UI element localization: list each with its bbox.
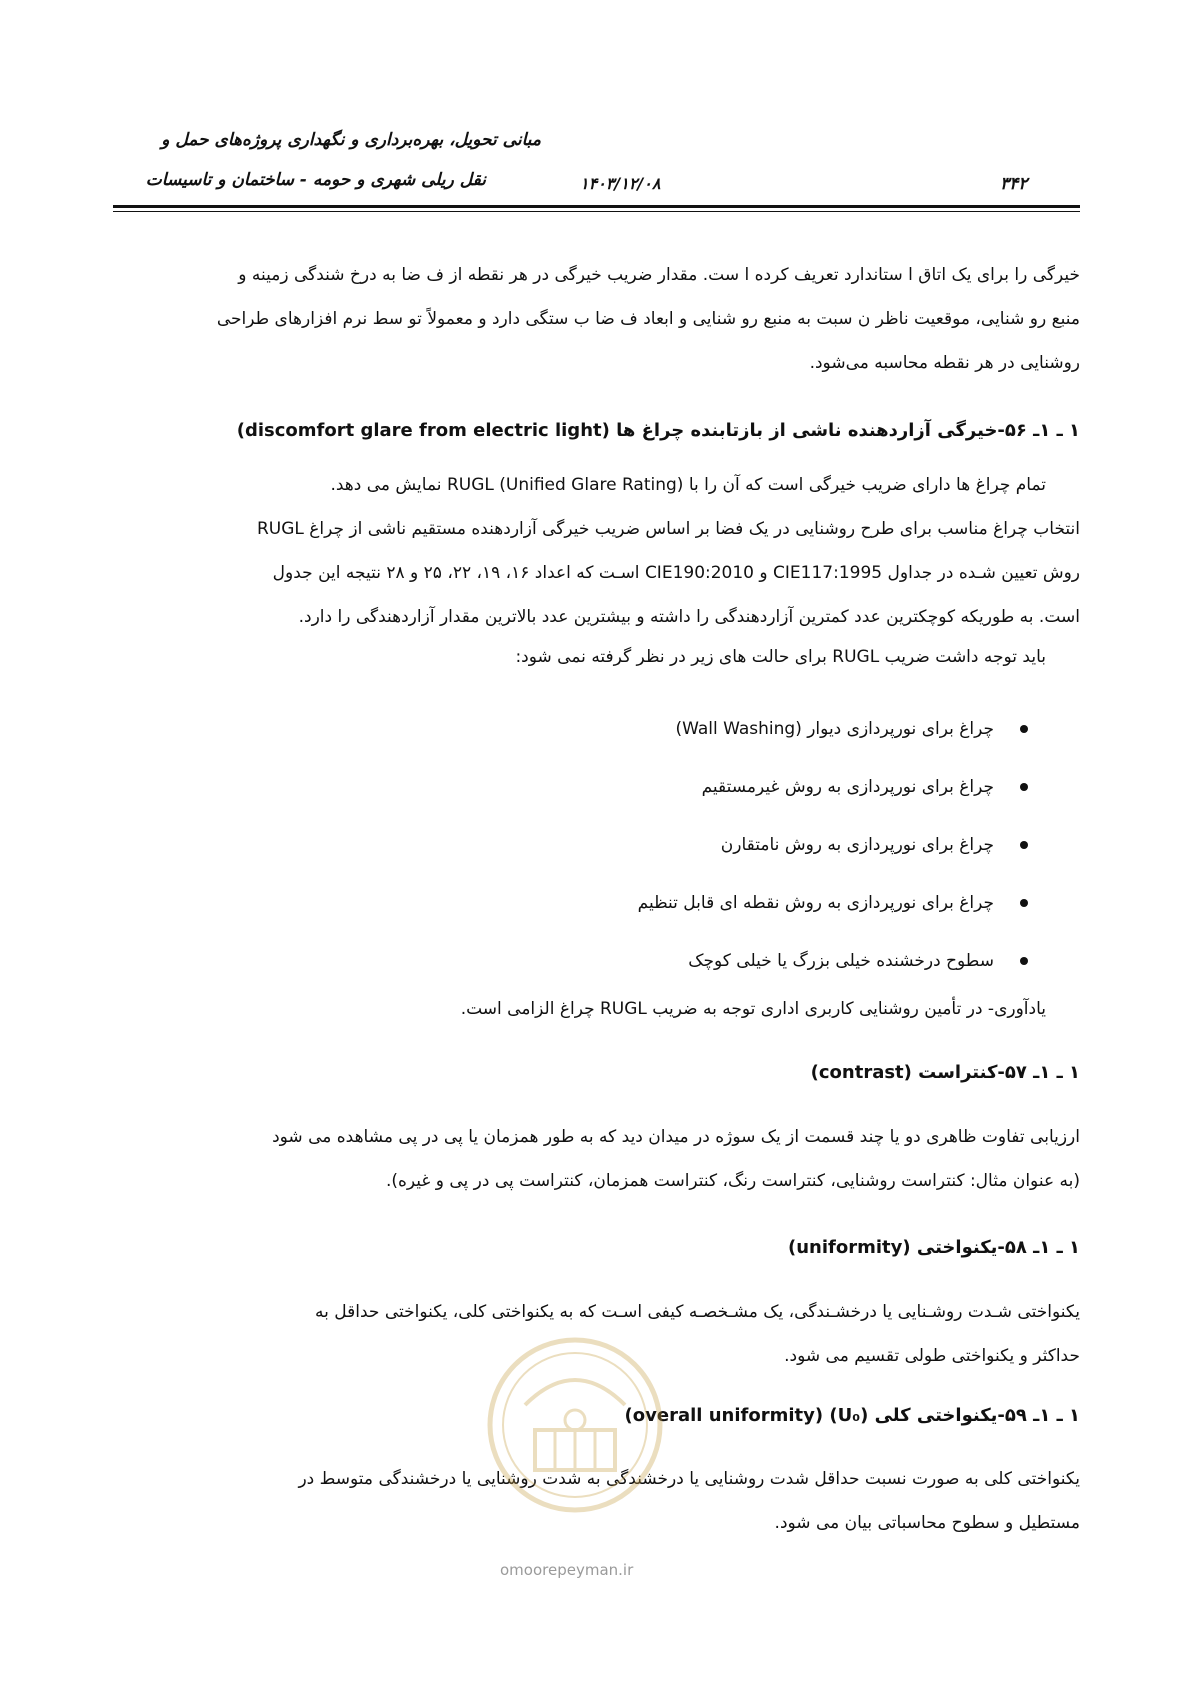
section-57-line-1: ارزیابی تفاوت ظاهری دو یا چند قسمت از یک سوژه در میدان دید که به طور همزمان یا پی در پی مشاهده می شود [272,1127,1080,1147]
section-56-p3: باید توجه داشت ضریب RUGL برای حالت های زیر در نظر گرفته نمی شود: [515,647,1046,667]
intro-line-2: منبع رو شنایی، موقعیت ناظر ن سبت به منبع رو شنایی و ابعاد ف ضا ب ستگی دارد و معمولاً تو سط نرم افزارهای طراحی [216,309,1080,329]
list-item: چراغ برای نورپردازی به روش غیرمستقیم [113,758,1028,816]
section-59-line-1: یکنواختی کلی به صورت نسبت حداقل شدت روشنایی یا درخشندگی به شدت روشنایی یا درخشندگی متوسط در [298,1469,1080,1489]
header-title-line1: مبانی تحویل، بهره‌برداری و نگهداری پروژه‌های حمل و [161,130,541,150]
section-56-p2-line2: روش تعیین شـده در جداول CIE117:1995 و CIE190:2010 اسـت که اعداد ۱۶، ۱۹، ۲۲، ۲۵ و ۲۸ نتیجه این جدول [272,563,1080,583]
bullet-icon [1020,725,1028,733]
section-56-p2-line3: است. به طوریکه کوچکترین عدد کمترین آزاردهندگی را داشته و بیشترین عدد بالاترین مقدار آزاردهندگی را دارد. [298,607,1080,627]
section-58-heading: ۱ ـ ۱ـ ۵۸-یکنواختی (uniformity) [788,1237,1080,1258]
list-item: چراغ برای نورپردازی دیوار (Wall Washing) [113,700,1028,758]
header-title-line2: نقل ریلی شهری و حومه - ساختمان و تاسیسات [145,170,486,190]
bullet-icon [1020,899,1028,907]
header-rule-thick [113,205,1080,208]
section-56-heading: ۱ ـ ۱ـ ۵۶-خیرگی آزاردهنده ناشی از بازتابنده چراغ ها (discomfort glare from electric light) [236,420,1080,441]
header-date: ۱۴۰۳/۱۲/۰۸ [580,174,661,193]
watermark-site: omoorepeyman.ir [500,1561,634,1579]
section-57-heading: ۱ ـ ۱ـ ۵۷-کنتراست (contrast) [810,1062,1080,1083]
section-56-p2-line1: انتخاب چراغ مناسب برای طرح روشنایی در یک فضا بر اساس ضریب خیرگی آزاردهنده مستقیم ناشی از چراغ RUGL [256,519,1080,539]
section-59-heading: ۱ ـ ۱ـ ۵۹-یکنواختی کلی (U₀) (overall uniformity) [624,1405,1080,1426]
section-56-p1: تمام چراغ ها دارای ضریب خیرگی است که آن را با RUGL (Unified Glare Rating) نمایش می دهد. [330,475,1046,495]
intro-line-3: روشنایی در هر نقطه محاسبه می‌شود. [809,353,1080,373]
section-56-note: یادآوری- در تأمین روشنایی کاربری اداری توجه به ضریب RUGL چراغ الزامی است. [460,999,1046,1019]
intro-line-1: خیرگی را برای یک اتاق ا ستاندارد تعریف کرده ا ست. مقدار ضریب خیرگی در هر نقطه از ف ضا به درخ شندگی زمینه و [238,265,1080,285]
bullet-icon [1020,957,1028,965]
section-59-line-2: مستطیل و سطوح محاسباتی بیان می شود. [774,1513,1080,1533]
section-56-bullet-list [113,700,1028,990]
page-number: ۳۴۲ [1000,174,1028,194]
section-58-line-2: حداکثر و یکنواختی طولی تقسیم می شود. [784,1346,1080,1366]
list-item: سطوح درخشنده خیلی بزرگ یا خیلی کوچک [113,932,1028,990]
bullet-icon [1020,841,1028,849]
watermark-seal-icon [480,1335,670,1515]
section-58-line-1: یکنواختی شـدت روشـنایی یا درخشـندگی، یک مشـخصـه کیفی اسـت که به یکنواختی کلی، یکنواختی حداقل به [315,1302,1080,1322]
list-item: چراغ برای نورپردازی به روش نقطه ای قابل تنظیم [113,874,1028,932]
header-rule-thin [113,211,1080,212]
bullet-icon [1020,783,1028,791]
section-57-line-2: (به عنوان مثال: کنتراست روشنایی، کنتراست رنگ، کنتراست همزمان، کنتراست پی در پی و غیره). [385,1171,1080,1191]
list-item: چراغ برای نورپردازی به روش نامتقارن [113,816,1028,874]
